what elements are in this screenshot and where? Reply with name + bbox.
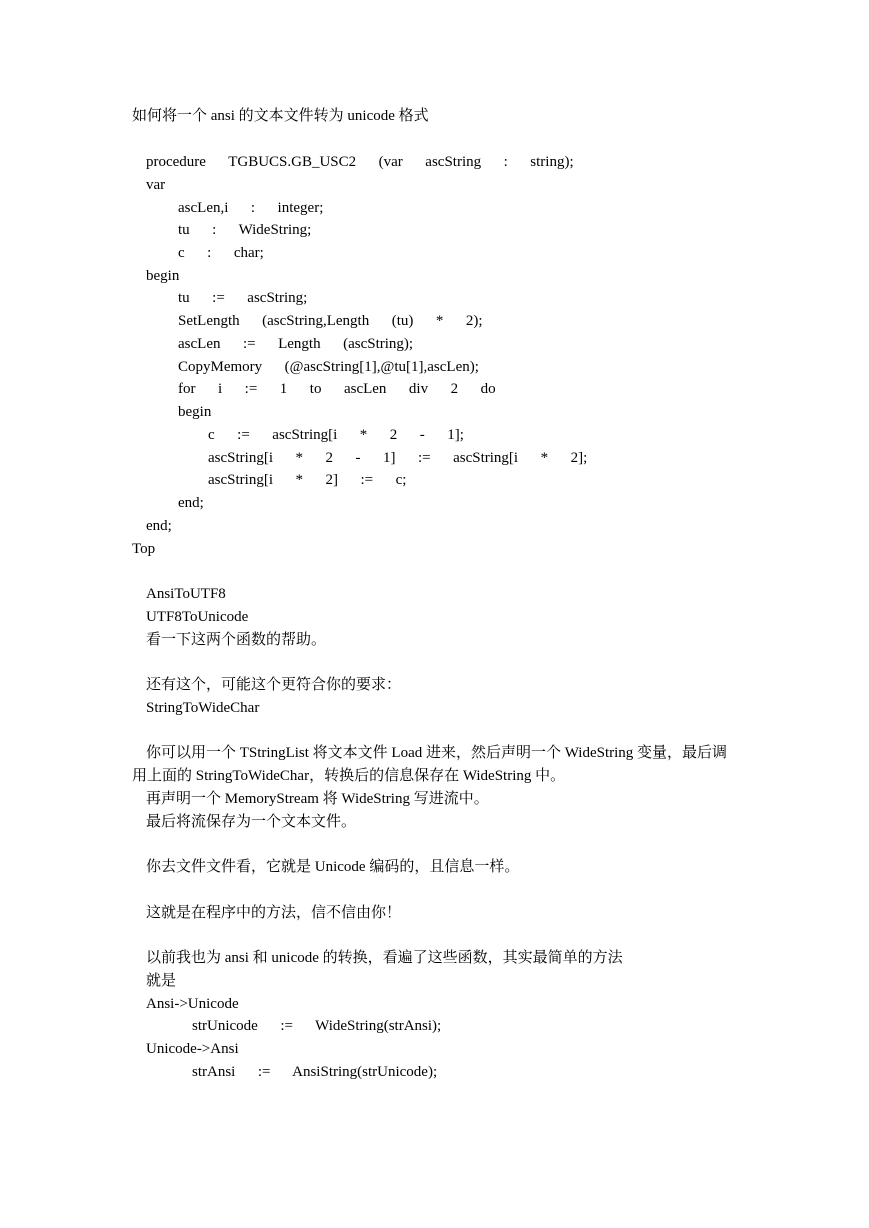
reply-line: 这就是在程序中的方法，信不信由你！	[146, 905, 402, 921]
reply-line: 还有这个，可能这个更符合你的要求：	[146, 677, 402, 693]
code-line: end;	[146, 518, 172, 534]
code-line: c := ascString[i * 2 - 1];	[208, 427, 464, 443]
code-line: end;	[178, 495, 204, 511]
code-line: CopyMemory (@ascString[1],@tu[1],ascLen);	[178, 359, 479, 375]
reply-line: Unicode->Ansi	[146, 1041, 239, 1057]
code-line: ascLen := Length (ascString);	[178, 336, 414, 352]
reply-line: strUnicode := WideString(strAnsi);	[192, 1018, 442, 1034]
reply-line: strAnsi := AnsiString(strUnicode);	[192, 1064, 438, 1080]
reply-line: UTF8ToUnicode	[146, 609, 249, 625]
reply-line: StringToWideChar	[146, 700, 260, 716]
document-title: 如何将一个 ansi 的文本文件转为 unicode 格式	[132, 108, 429, 124]
code-line: ascLen,i : integer;	[178, 200, 324, 216]
reply-line: 最后将流保存为一个文本文件。	[146, 814, 357, 830]
code-line: var	[146, 177, 166, 193]
reply-line: 你去文件文件看，它就是 Unicode 编码的，且信息一样。	[146, 859, 520, 875]
code-line: begin	[178, 404, 212, 420]
reply-line: 你可以用一个 TStringList 将文本文件 Load 进来，然后声明一个 WideString 变量，最后调	[146, 745, 728, 761]
reply-line: 以前我也为 ansi 和 unicode 的转换，看遍了这些函数，其实最简单的方法	[146, 950, 623, 966]
code-line: ascString[i * 2] := c;	[208, 472, 407, 488]
code-line: ascString[i * 2 - 1] := ascString[i * 2];	[208, 450, 588, 466]
code-line: begin	[146, 268, 180, 284]
reply-line: 就是	[146, 973, 177, 989]
code-line: SetLength (ascString,Length (tu) * 2);	[178, 313, 483, 329]
code-line: procedure TGBUCS.GB_USC2 (var ascString : string);	[146, 154, 574, 170]
reply-line: AnsiToUTF8	[146, 586, 226, 602]
reply-line: 看一下这两个函数的帮助。	[146, 632, 327, 648]
top-label: Top	[132, 541, 156, 557]
code-line: for i := 1 to ascLen div 2 do	[178, 381, 496, 397]
code-line: tu : WideString;	[178, 222, 312, 238]
code-line: tu := ascString;	[178, 290, 308, 306]
reply-line: 再声明一个 MemoryStream 将 WideString 写进流中。	[146, 791, 489, 807]
reply-line: 用上面的 StringToWideChar，转换后的信息保存在 WideString 中。	[132, 768, 566, 784]
reply-line: Ansi->Unicode	[146, 996, 239, 1012]
code-line: c : char;	[178, 245, 264, 261]
